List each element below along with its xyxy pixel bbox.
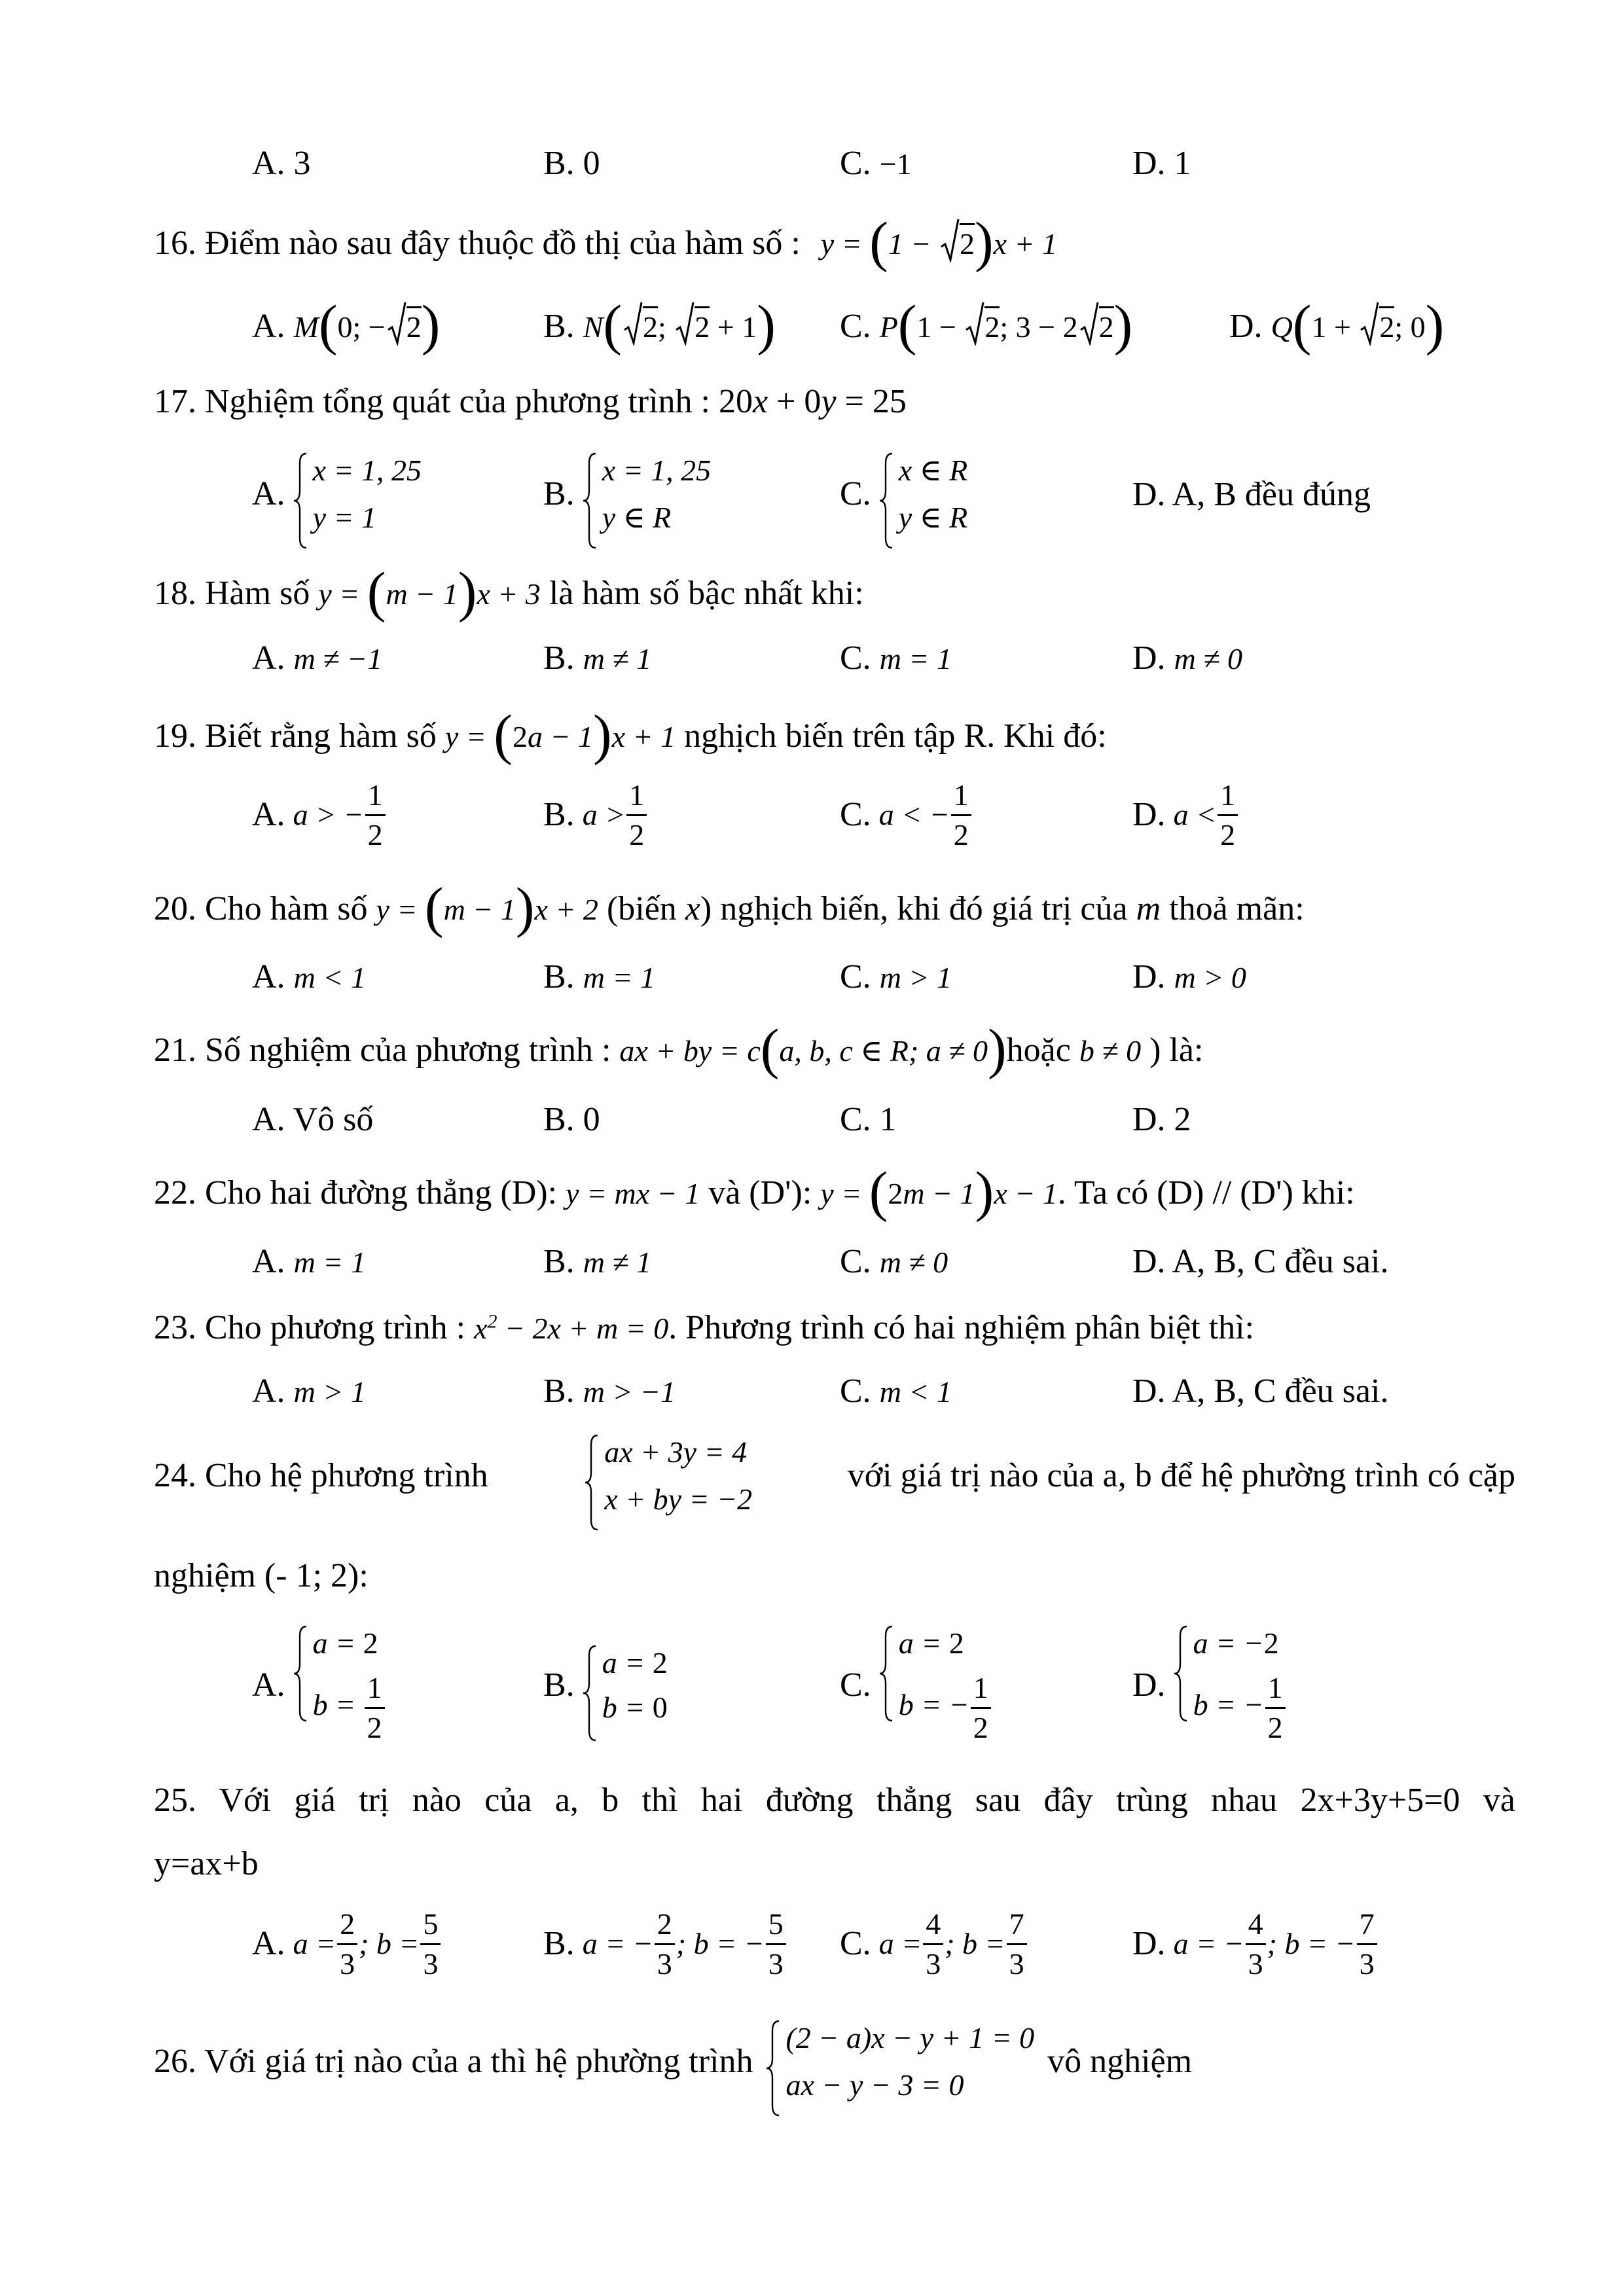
- q25-option-b: B. a = − $\frac{2}{3}$ ; b = − $\frac{5}{3}$: [543, 1905, 787, 1983]
- q16-option-c: C. P(1 − 2; 3 − 2 2): [840, 293, 1133, 356]
- q17-option-b: B. x = 1, 25 y ∈ R: [543, 452, 711, 537]
- q19-question: 19. Biết rằng hàm số y = (2a − 1)x + 1 nghịch biến trên tập R. Khi đó:: [154, 703, 1107, 766]
- q24-option-a: A. a = 2 b = $\frac{1}{2}$: [252, 1617, 386, 1754]
- q20-option-b: B. m = 1: [543, 958, 655, 996]
- q15-option-c-value: −1: [879, 147, 912, 181]
- q22-option-c: C. m ≠ 0: [840, 1243, 948, 1280]
- q23-option-c: C. m < 1: [840, 1372, 952, 1410]
- q15-option-c: [840, 147, 912, 181]
- q16-option-a: A. M(0; − 2): [252, 293, 441, 356]
- q24-option-b: B. a = 2 b = 0: [543, 1617, 668, 1754]
- q25-line1: 25. Với giá trị nào của a, b thì hai đường thẳng sau đây trùng nhau 2x+3y+5=0 và: [154, 1782, 1515, 1819]
- q20-option-a: A. m < 1: [252, 958, 366, 996]
- q23-option-b: B. m > −1: [543, 1372, 676, 1410]
- q17-option-d: D. A, B đều đúng: [1132, 476, 1371, 513]
- q21-option-c: C. 1: [840, 1101, 897, 1138]
- q16-option-d: D. Q(1 + 2; 0): [1229, 293, 1445, 356]
- q16-question: 16. Điểm nào sau đây thuộc đồ thị của hàm số : y = (1 − 2)x + 1: [154, 210, 1058, 273]
- q15-option-d: D. 1: [1132, 145, 1191, 182]
- q17-question: 17. Nghiệm tổng quát của phương trình : 20x + 0y = 25: [154, 383, 907, 420]
- q24-question: 24. Cho hệ phương trình ax + 3y = 4 x + by = −2 với giá trị nào của a, b để hệ phường trình có cặp: [154, 1430, 1515, 1522]
- q25-line2: y=ax+b: [154, 1845, 259, 1882]
- q21-option-b: B. 0: [543, 1101, 600, 1138]
- q19-option-d: D. a < $\frac{1}{2}$: [1132, 779, 1239, 851]
- q24-line2: nghiệm (- 1; 2):: [154, 1557, 369, 1594]
- q15-option-c-label: C.: [840, 145, 871, 182]
- q24-option-d: D. a = −2 b = − $\frac{1}{2}$: [1132, 1617, 1287, 1754]
- q17-option-c: C. x ∈ R y ∈ R: [840, 452, 967, 537]
- q22-question: 22. Cho hai đường thẳng (D): y = mx − 1 và (D'): y = (2m − 1)x − 1. Ta có (D) // (D') khi:: [154, 1160, 1355, 1223]
- q16-option-b: B. N( 2; 2 + 1): [543, 293, 776, 356]
- q25-option-c: C. a = $\frac{4}{3}$ ; b = $\frac{7}{3}$: [840, 1905, 1028, 1983]
- q22-option-d: D. A, B, C đều sai.: [1132, 1243, 1389, 1280]
- q18-option-c: C. m = 1: [840, 639, 952, 677]
- q15-option-a: A. 3: [252, 145, 311, 182]
- q21-option-d: D. 2: [1132, 1101, 1191, 1138]
- q18-option-a: A. m ≠ −1: [252, 639, 383, 677]
- q16-text: 16. Điểm nào sau đây thuộc đồ thị của hàm số :: [154, 224, 801, 262]
- q23-option-d: D. A, B, C đều sai.: [1132, 1372, 1389, 1410]
- q20-option-d: D. m > 0: [1132, 958, 1246, 996]
- q19-option-a: A. a > − $\frac{1}{2}$: [252, 779, 387, 851]
- q18-question: 18. Hàm số y = (m − 1)x + 3 là hàm số bậc nhất khi:: [154, 560, 864, 623]
- q24-option-c: C. a = 2 b = − $\frac{1}{2}$: [840, 1617, 992, 1754]
- q26-question: 26. Với giá trị nào của a thì hệ phường trình (2 − a)x − y + 1 = 0 ax − y − 3 = 0 vô nghiệm: [154, 2016, 1192, 2108]
- q20-question: 20. Cho hàm số y = (m − 1)x + 2 (biến x) nghịch biến, khi đó giá trị của m thoả mãn:: [154, 876, 1305, 939]
- q21-question: 21. Số nghiệm của phương trình : ax + by = c(a, b, c ∈ R; a ≠ 0)hoặc b ≠ 0 ) là:: [154, 1017, 1204, 1080]
- q22-option-b: B. m ≠ 1: [543, 1243, 652, 1280]
- q22-option-a: A. m = 1: [252, 1243, 366, 1280]
- q19-option-c: C. a < − $\frac{1}{2}$: [840, 779, 973, 851]
- q25-option-d: D. a = − $\frac{4}{3}$ ; b = − $\frac{7}{3}$: [1132, 1905, 1379, 1983]
- q23-option-a: A. m > 1: [252, 1372, 366, 1410]
- q18-option-b: B. m ≠ 1: [543, 639, 652, 677]
- q18-option-d: D. m ≠ 0: [1132, 639, 1243, 677]
- q21-option-a: A. Vô số: [252, 1101, 374, 1138]
- q19-option-b: B. a > $\frac{1}{2}$: [543, 779, 648, 851]
- q20-option-c: C. m > 1: [840, 958, 952, 996]
- q23-question: 23. Cho phương trình : $x^2 - 2x + m = 0$. Phương trình có hai nghiệm phân biệt thì:: [154, 1309, 1255, 1346]
- q17-option-a: A. x = 1, 25 y = 1: [252, 452, 422, 537]
- q25-option-a: A. a = $\frac{2}{3}$ ; b = $\frac{5}{3}$: [252, 1905, 442, 1983]
- q15-option-b: B. 0: [543, 145, 600, 182]
